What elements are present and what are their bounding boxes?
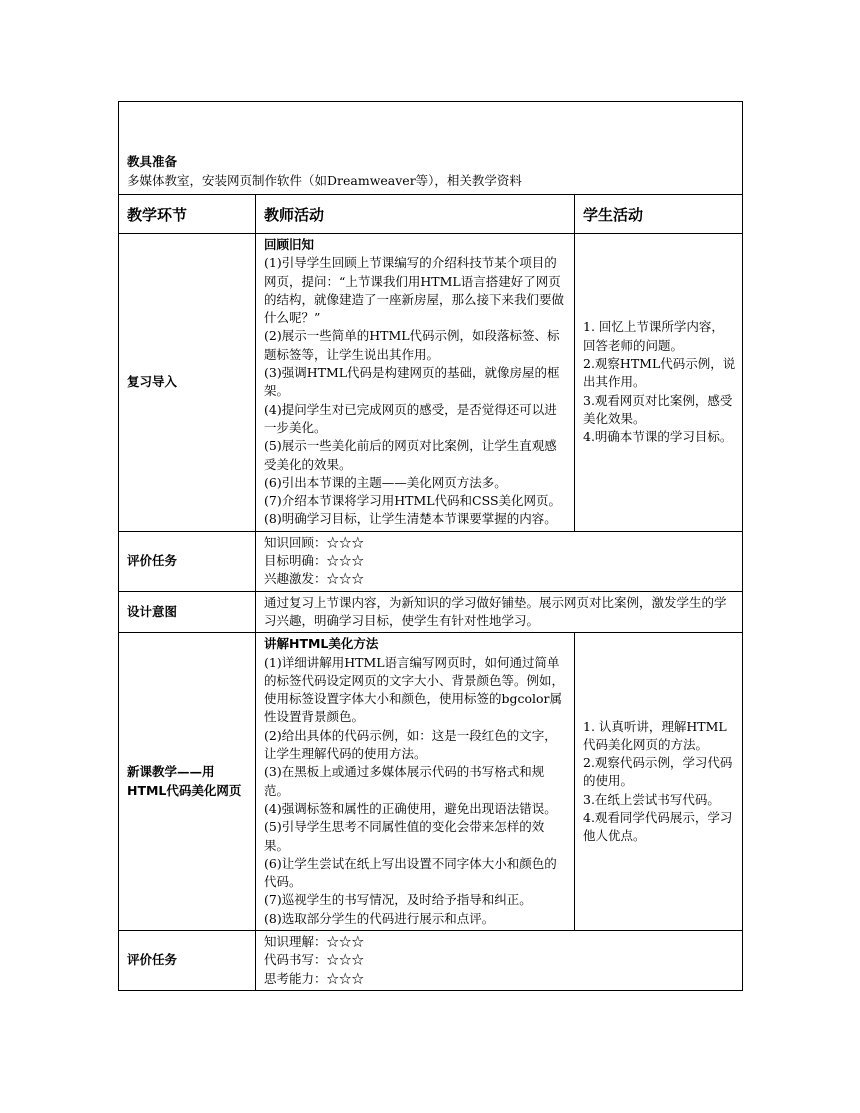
newlesson-teacher-item: (4)强调标签和属性的正确使用，避免出现语法错误。 [264, 800, 557, 816]
eval1-item: 兴趣激发：☆☆☆ [264, 571, 365, 587]
header-col-student: 学生活动 [575, 195, 743, 234]
review-student-cell [575, 234, 743, 532]
newlesson-teacher-item: (8)选取部分学生的代码进行展示和点评。 [264, 910, 495, 926]
design-row [119, 591, 743, 633]
eval2-item: 思考能力：☆☆☆ [264, 970, 365, 986]
review-student-item: 2.观察HTML代码示例，说出其作用。 [583, 355, 736, 390]
newlesson-student-cell [575, 633, 743, 931]
prep-cell [119, 102, 743, 195]
eval1-item: 目标明确：☆☆☆ [264, 553, 365, 569]
review-student-item: 4.明确本节课的学习目标。 [583, 429, 733, 445]
eval2-row [119, 930, 743, 990]
review-teacher-item: (8)明确学习目标，让学生清楚本节课要掌握的内容。 [264, 511, 557, 527]
review-student-item: 1. 回忆上节课所学内容，回答老师的问题。 [583, 319, 724, 353]
review-teacher-title: 回顾旧知 [264, 237, 315, 252]
eval1-label: 评价任务 [119, 531, 256, 591]
eval1-item: 知识回顾：☆☆☆ [264, 534, 365, 550]
newlesson-teacher-item: (7)巡视学生的书写情况，及时给予指导和纠正。 [264, 892, 532, 908]
design-label: 设计意图 [119, 591, 256, 633]
review-teacher-item: (7)介绍本节课将学习用HTML代码和CSS美化网页。 [264, 493, 562, 509]
newlesson-student-item: 3.在纸上尝试书写代码。 [583, 791, 720, 807]
newlesson-teacher-cell [256, 633, 575, 931]
newlesson-student-item: 4.观看同学代码展示，学习他人优点。 [583, 810, 733, 844]
newlesson-teacher-item: (6)让学生尝试在纸上写出设置不同字体大小和颜色的代码。 [264, 855, 557, 890]
eval2-label: 评价任务 [119, 930, 256, 990]
newlesson-teacher-title: 讲解HTML美化方法 [264, 636, 379, 652]
review-teacher-item: (4)提问学生对已完成网页的感受，是否觉得还可以进一步美化。 [264, 401, 557, 435]
eval2-item: 知识理解：☆☆☆ [264, 933, 365, 949]
review-teacher-item: (1)引导学生回顾上节课编写的介绍科技节某个项目的网页，提问：“上节课我们用HTML语言搭建好了网页的结构，就像建造了一座新房屋，那么接下来我们要做什么呢？” [264, 255, 565, 326]
header-col-teacher: 教师活动 [256, 195, 575, 234]
newlesson-student-item: 1. 认真听讲，理解HTML代码美化网页的方法。 [583, 718, 727, 752]
review-row [119, 234, 743, 532]
newlesson-teacher-item: (2)给出具体的代码示例，如：这是一段红色的文字，让学生理解代码的使用方法。 [264, 727, 557, 762]
eval2-item: 代码书写：☆☆☆ [264, 952, 365, 968]
eval1-cell [256, 531, 743, 591]
review-teacher-item: (6)引出本节课的主题——美化网页方法多。 [264, 474, 507, 490]
newlesson-label-line2: HTML代码美化网页 [127, 782, 242, 798]
newlesson-label-line1: 新课教学——用 [127, 764, 215, 780]
lesson-plan-table [118, 101, 743, 991]
newlesson-teacher-item: (5)引导学生思考不同属性值的变化会带来怎样的效果。 [264, 819, 545, 853]
review-teacher-item: (5)展示一些美化前后的网页对比案例，让学生直观感受美化的效果。 [264, 438, 557, 472]
prep-row [119, 102, 743, 195]
newlesson-label [119, 633, 256, 931]
header-row [119, 195, 743, 234]
eval1-row [119, 531, 743, 591]
design-text: 通过复习上节课内容，为新知识的学习做好铺垫。展示网页对比案例，激发学生的学习兴趣，明确学习目标，使学生有针对性地学习。 [256, 591, 743, 633]
prep-text: 多媒体教室，安装网页制作软件（如Dreamweaver等），相关教学资料 [127, 172, 522, 188]
review-teacher-item: (2)展示一些简单的HTML代码示例，如段落标签、标题标签等，让学生说出其作用。 [264, 328, 560, 362]
review-student-item: 3.观看网页对比案例，感受美化效果。 [583, 392, 733, 426]
newlesson-row [119, 633, 743, 931]
prep-title: 教具准备 [127, 154, 178, 170]
lesson-plan-page [118, 101, 742, 991]
review-teacher-item: (3)强调HTML代码是构建网页的基础，就像房屋的框架。 [264, 365, 560, 399]
review-teacher-cell [256, 234, 575, 532]
eval2-cell [256, 930, 743, 990]
newlesson-student-item: 2.观察代码示例，学习代码的使用。 [583, 755, 733, 789]
header-col-stage: 教学环节 [119, 195, 256, 234]
newlesson-teacher-item: (1)详细讲解用HTML语言编写网页时，如何通过简单的标签代码设定网页的文字大小、背景颜色等。例如，使用标签设置字体大小和颜色，使用标签的bgcolor属性设置背景颜色。 [264, 654, 565, 725]
newlesson-teacher-item: (3)在黑板上或通过多媒体展示代码的书写格式和规范。 [264, 764, 545, 798]
review-label: 复习导入 [119, 234, 256, 532]
